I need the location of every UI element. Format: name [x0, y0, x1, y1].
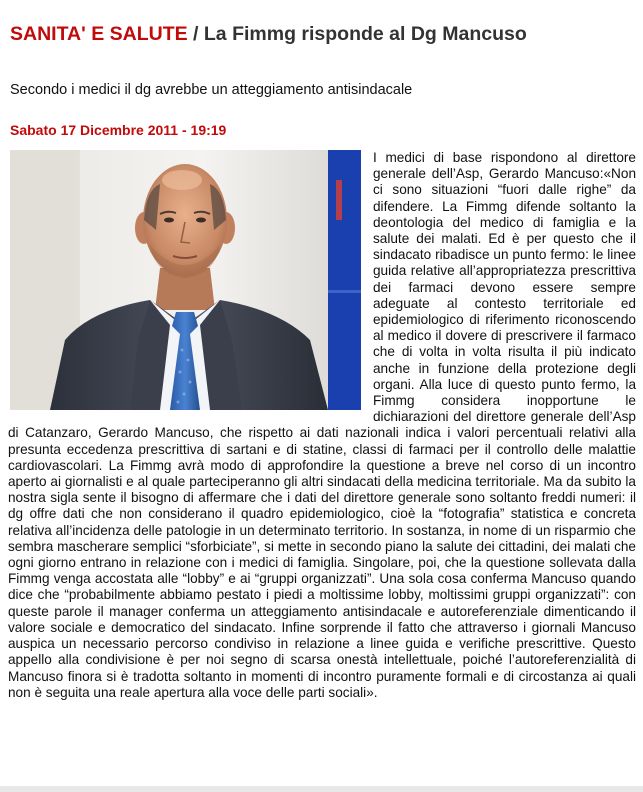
page-headline	[10, 20, 635, 48]
article-body	[8, 150, 636, 701]
page-bottom-rule	[0, 786, 643, 792]
article-subtitle: Secondo i medici il dg avrebbe un atteggiamento antisindacale	[10, 82, 413, 98]
section-label[interactable]: SANITA' E SALUTE	[10, 23, 188, 45]
article-photo	[10, 150, 361, 410]
portrait-photo	[10, 150, 361, 410]
publish-date: Sabato 17 Dicembre 2011 - 19:19	[10, 122, 227, 138]
article-title: La Fimmg risponde al Dg Mancuso	[203, 23, 527, 45]
article-text: I medici di base rispondono al direttore generale dell’Asp, Gerardo Mancuso:«Non ci sono situazioni “fuori dalle righe” da difendere. La Fimmg difende soltanto la deontologia del medico di famiglia e la salute dei malati. Ed è per questo che il sindacato ribadisce un punto fermo: le linee guida relative all’appropriatezza prescrittiva dei farmaci devono essere sempre adeguate al contesto territoriale ed epidemiologico di riferimento riconoscendo al medico il dovere di prescrivere il farmaco che di volta in volta risulta il più indicato anche in funzione della protezione degli organi. Alla luce di questo punto fermo, la Fimmg considera inopportune le dichiarazioni del direttore generale dell’Asp di Catanzaro, Gerardo Mancuso, che rispetto ai dati nazionali indica i valori percentuali relativi alla presunta eccedenza prescrittiva di sartani e di statine, classi di farmaci per il controllo delle malattie cardiovascolari. La Fimmg avrà modo di approfondire la questione a breve nel corso di un incontro aperto ai giornalisti e al quale parteciperanno gli altri sindacati della medicina territoriale. Ma da subito la nostra sigla sente il bisogno di affermare che i dati del direttore generale sono soltanto freddi numeri: il dg offre dati che non considerano il quadro epidemiologico, cioè la “fotografia” statistica e concreta relativa all’incidenza delle patologie in un determinato territorio. In sostanza, in nome di un risparmio che sembra mascherare semplici “sforbiciate”, si mette in secondo piano la salute dei cittadini, dei malati che ogni giorno entrano in relazione con i medici di famiglia. Singolare, poi, che la questione sollevata dalla Fimmg venga accostata alle “lobby” e ai “gruppi organizzati”. Una sola cosa conferma Mancuso quando dice che “probabilmente abbiamo pestato i piedi a moltissime lobby, moltissimi gruppi organizzati”: con queste parole il manager conferma un atteggiamento antisindacale e autoreferenziale dimenticando il valore sociale e democratico del sindacato. Infine sorprende il fatto che attraverso i giornali Mancuso auspica un necessario percorso condiviso in relazione a linee guida e verifiche prescrittive. Questo appello alla condivisione è per noi segno di scarsa onestà intellettuale, poiché l’autoreferenzialità di Mancuso finora si è tradotta soltanto in momenti di incontro puramente formali e di circostanza ai quali non è seguita una reale apertura alla voce delle parti sociali».	[8, 150, 636, 700]
headline-separator: /	[187, 23, 204, 45]
